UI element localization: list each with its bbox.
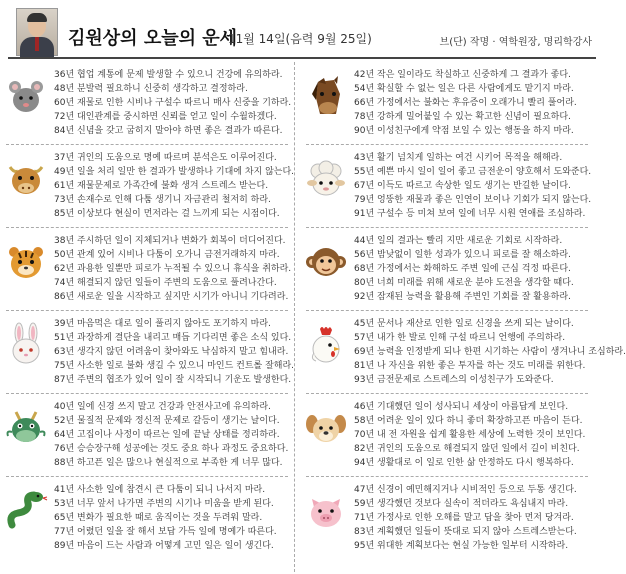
- fortune-line: 51년 과장하게 결단을 내리고 매듭 기다리면 좋은 소식 있다.: [54, 333, 292, 343]
- fortune-line: 57년 내가 한 발로 인해 구설 따르니 언행에 주의하라.: [354, 333, 566, 343]
- fortune-line: 73년 손재수로 인해 다툼 생기니 자금관리 철저히 하라.: [54, 195, 271, 205]
- fortune-line: 39년 마음먹은 대로 일이 풀리지 않아도 포기하지 마라.: [54, 319, 271, 329]
- fortune-line: 37년 귀인의 도움으로 명예 따르며 분석은도 이루어진다.: [54, 153, 277, 163]
- fortune-line: 93년 금전문제로 스트레스의 이성친구가 도와준다.: [354, 375, 554, 385]
- fortune-line: 80년 너희 미래를 위해 새로운 분야 도전을 생각할 때다.: [354, 278, 574, 288]
- fortune-line: 63년 생각지 않던 어려움이 찾아와도 낙심하지 말고 힘내라.: [54, 347, 289, 357]
- rooster-icon: [304, 323, 348, 367]
- fortune-line: 58년 어려운 일이 있다 하니 좋더 확장하고픈 마음이 든다.: [354, 416, 583, 426]
- zodiac-entry-dog: [300, 394, 594, 477]
- snake-icon: [4, 489, 48, 533]
- zodiac-entry-horse: [300, 62, 594, 145]
- fortune-line: 60년 재물로 인한 시비나 구설수 따르니 매사 신중을 기하라.: [54, 98, 292, 108]
- zodiac-entry-rat: [0, 62, 294, 145]
- fortune-line: 70년 내 전 자원을 쉽게 활용한 세상에 노력한 것이 보인다.: [354, 430, 586, 440]
- fortune-line: 66년 가정에서는 불화는 후유증이 오래가니 빨리 풀어라.: [354, 98, 577, 108]
- zodiac-entry-dragon: [0, 394, 294, 477]
- fortune-line: 48년 분발력 필요하니 신중히 생각하고 결정하라.: [54, 84, 248, 94]
- fortune-line: 45년 문서나 재산로 인한 일로 신경을 쓰게 되는 날이다.: [354, 319, 574, 329]
- zodiac-entry-rooster: [300, 311, 626, 394]
- fortune-line: 91년 구설수 등 미쳐 보여 일에 너무 시원 연애를 조심하라.: [354, 209, 586, 219]
- fortune-line: 61년 재물문제로 가족간에 불화 생겨 스트레스 받는다.: [54, 181, 269, 191]
- fortune-line: 75년 사소한 일로 불화 생길 수 있으니 마인드 컨트롤 잘해라.: [54, 361, 295, 371]
- header-divider: [8, 57, 596, 59]
- author-byline: 브(단) 작명 · 역학원장, 명리학강사: [439, 37, 592, 48]
- fortune-line: 42년 작은 일이라도 착실하고 신중하게 그 결과가 좋다.: [354, 70, 571, 80]
- dragon-icon: [4, 406, 48, 450]
- fortune-line: 64년 고집이나 사정이 따르는 일에 끝날 상태를 정리하라.: [54, 430, 280, 440]
- fortune-line: 88년 하고픈 일은 많으나 현실적으로 부족한 게 너무 많다.: [54, 458, 283, 468]
- column-divider: [294, 62, 295, 572]
- fortune-line: 53년 너무 앞서 나가면 주변의 시기나 미움을 받게 된다.: [54, 499, 274, 509]
- pig-icon: [304, 489, 348, 533]
- monkey-icon: [304, 240, 348, 284]
- fortune-line: 87년 주변의 협조가 있어 일이 잘 시작되니 기운도 발생한다.: [54, 375, 292, 385]
- fortune-line: 41년 사소한 일에 참견시 큰 다툼이 되니 나서지 마라.: [54, 485, 266, 495]
- fortune-line: 85년 이상보다 현실이 먼저라는 걸 느끼게 되는 시점이다.: [54, 209, 280, 219]
- zodiac-entry-snake: [0, 477, 294, 560]
- fortune-line: 79년 엉뚱한 재물과 좋은 인연이 보이나 기회가 되지 않는다.: [354, 195, 592, 205]
- fortune-line: 90년 이성친구에게 약점 보일 수 있는 행동을 하지 마라.: [354, 126, 574, 136]
- fortune-line: 89년 마음이 드는 사람과 어떻게 고민 일은 일이 생긴다.: [54, 541, 274, 551]
- sheep-icon: [304, 157, 348, 201]
- horse-icon: [304, 74, 348, 118]
- zodiac-entry-pig: [300, 477, 594, 560]
- dog-icon: [304, 406, 348, 450]
- fortune-line: 38년 주시하던 일이 지체되거나 변화가 회복이 더디어진다.: [54, 236, 286, 246]
- fortune-line: 50년 관계 있어 시비나 다툼이 오가니 금전거래하지 마라.: [54, 250, 280, 260]
- fortune-line: 95년 위대한 계획보다는 현실 가능한 일부터 시작하라.: [354, 541, 569, 551]
- zodiac-entry-tiger: [0, 228, 294, 311]
- fortune-line: 56년 밤낮없이 일한 성과가 있으니 피로를 잘 해소하라.: [354, 250, 571, 260]
- fortune-line: 69년 능력을 인정받게 되나 한편 시기하는 사람이 생겨나니 조심하라.: [354, 347, 626, 357]
- rat-icon: [4, 74, 48, 118]
- fortune-line: 83년 계획했던 일들이 뜻대로 되지 않아 스트레스받는다.: [354, 527, 577, 537]
- zodiac-entry-sheep: [300, 145, 594, 228]
- page-header: [0, 0, 600, 60]
- fortune-line: 77년 어렸던 일을 잘 해서 보답 가득 일에 명예가 따른다.: [54, 527, 277, 537]
- fortune-line: 43년 활기 넘치게 일하는 여건 시키어 목적을 해해라.: [354, 153, 563, 163]
- fortune-line: 44년 일의 결과는 빨리 지만 새로운 기회로 시작하라.: [354, 236, 563, 246]
- fortune-line: 74년 해결되지 않던 일들이 주변의 도움으로 풀려나간다.: [54, 278, 277, 288]
- page-title: 김원상의 오늘의 운세: [68, 28, 238, 49]
- fortune-line: 40년 일에 신경 쓰지 말고 건강과 안전사고에 유의하라.: [54, 402, 271, 412]
- zodiac-entry-rabbit: [0, 311, 294, 394]
- zodiac-entry-monkey: [300, 228, 594, 311]
- fortune-line: 82년 귀인의 도움으로 해결되지 않던 일에서 길이 비친다.: [354, 444, 580, 454]
- tiger-icon: [4, 240, 48, 284]
- fortune-line: 68년 가정에서는 화해하도 주변 일에 근심 걱정 따른다.: [354, 264, 571, 274]
- fortune-line: 36년 협업 계통에 문제 발생할 수 있으니 건강에 유의하라.: [54, 70, 283, 80]
- page-date: 11월 14일(음력 9월 25일): [228, 32, 372, 46]
- fortune-line: 46년 기대했던 일이 성사되니 세상이 아름답게 보인다.: [354, 402, 569, 412]
- fortune-line: 86년 새로운 일을 시작하고 싶지만 시기가 아니니 기다려라.: [54, 292, 289, 302]
- fortune-line: 92년 잠재된 능력을 활용해 주변인 기회를 잘 활용하라.: [354, 292, 571, 302]
- fortune-line: 65년 변화가 필요한 때로 움직이는 것을 두려워 말라.: [54, 513, 263, 523]
- fortune-line: 47년 신경이 예민해지거나 시비적인 등으로 두통 생긴다.: [354, 485, 577, 495]
- fortune-line: 78년 강하게 밀어붙일 수 있는 확고한 신념이 필요하다.: [354, 112, 571, 122]
- fortune-line: 81년 나 자신을 위한 좋은 투자를 하는 것도 미래를 위한다.: [354, 361, 586, 371]
- fortune-line: 54년 확실할 수 없는 일은 다른 사람에게도 맡기지 마라.: [354, 84, 574, 94]
- fortune-line: 67년 이득도 따르고 속상한 일도 생기는 반길한 날이다.: [354, 181, 571, 191]
- fortune-line: 62년 과용한 일뿐만 피로가 누적될 수 있으니 휴식을 취하라.: [54, 264, 292, 274]
- fortune-line: 59년 생각했던 것보다 실속이 적더라도 욕심내지 마라.: [354, 499, 569, 509]
- fortune-line: 49년 일을 처리 일만 한 결과가 발생하나 기대에 차지 않는다.: [54, 167, 295, 177]
- zodiac-entry-ox: [0, 145, 294, 228]
- fortune-line: 84년 신념을 갖고 굽히지 말아야 하면 좋은 결과가 따른다.: [54, 126, 283, 136]
- fortune-line: 55년 예쁜 마시 일이 일어 좋고 금전운이 양호해서 도와준다.: [354, 167, 592, 177]
- fortune-line: 76년 승승장구해 성공에는 것도 중요 하나 과정도 중요하다.: [54, 444, 289, 454]
- fortune-line: 72년 대인관계를 중시하면 신뢰를 얻고 일이 수월하겠다.: [54, 112, 277, 122]
- fortune-line: 71년 가정사로 인한 오해를 말고 답을 찾아 먼저 당겨라.: [354, 513, 574, 523]
- rabbit-icon: [4, 323, 48, 367]
- fortune-line: 94년 생활대로 이 일로 인한 삶 안정하도 다시 행복하다.: [354, 458, 574, 468]
- author-photo: [16, 8, 58, 56]
- ox-icon: [4, 157, 48, 201]
- fortune-line: 52년 물질적 문제와 정신적 문제로 갈등이 생기는 날이다.: [54, 416, 280, 426]
